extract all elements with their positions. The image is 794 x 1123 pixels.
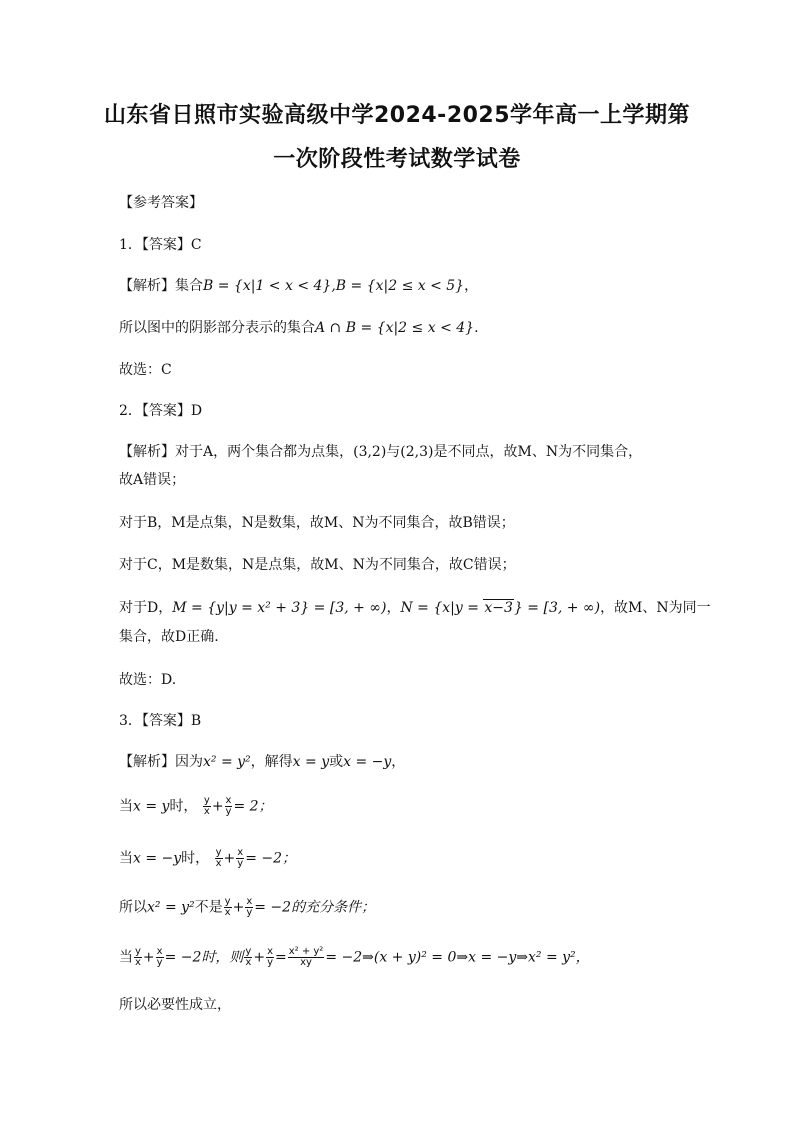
q1-analysis (119, 276, 478, 296)
q3-case1-mid: 时， (169, 798, 198, 815)
q2-d-sep: ， (386, 600, 401, 616)
fraction: $\frac{x}{y}$ (246, 896, 253, 918)
q2-option-d (119, 598, 711, 618)
fraction: $\frac{y}{x}$ (224, 896, 231, 918)
q1-answer: 1．【答案】C (119, 237, 202, 253)
fraction: $\frac{\text{x² + y²}}{xy}$ (288, 946, 324, 968)
q2-d-math-n-pre: N = {x|y = (400, 600, 484, 616)
fraction: $\frac{y}{x}$ (245, 946, 252, 968)
q3-case1-prefix: 当 (119, 798, 133, 815)
q3-analysis (119, 752, 405, 772)
q2-analysis-line2: 故A错误； (119, 472, 186, 488)
q3-nec-prefix: 当 (119, 949, 133, 966)
q3-sufficiency: 所以x² = y²不是 $\frac{y}{x}$ + $\frac{x}{y}$ = −2的充分条件； (119, 896, 376, 918)
fraction: $\frac{x}{y}$ (156, 946, 163, 968)
fraction: $\frac{x}{y}$ (225, 795, 232, 817)
q1-analysis-prefix: 【解析】集合 (119, 278, 203, 294)
q3-answer: 3．【答案】B (119, 713, 202, 729)
page-title-line2: 一次阶段性考试数学试卷 (273, 147, 521, 172)
q1-analysis-math: B = {x|1 < x < 4},B = {x|2 ≤ x < 5} (203, 278, 465, 294)
q3-necessity: 当 $\frac{y}{x}$ + $\frac{x}{y}$ = −2时，则 $\frac{y}{x}$ + $\frac{x}{y}$ = $\frac{\text{x² + y²}}{xy}$ = −2⇒(x + y)² = 0⇒x = −y⇒x² = y²， (119, 946, 590, 968)
q3-nec-chain: = −2⇒(x + y)² = 0⇒x = −y⇒x² = y²， (325, 949, 590, 966)
q3-analysis-mid: ，解得 (250, 754, 293, 770)
q2-d-math-n-post: } = [3, + ∞) (513, 600, 601, 616)
q3-analysis-math1: x² = y² (203, 754, 251, 770)
q3-analysis-math2: x = y (292, 754, 330, 770)
q1-analysis-suffix: ， (464, 278, 479, 294)
q3-suff-result: = −2的充分条件； (254, 899, 376, 916)
q3-case2: 当x = −y时， $\frac{y}{x}$ + $\frac{x}{y}$ = −2； (119, 847, 297, 869)
page-title-line1: 山东省日照市实验高级中学2024-2025学年高一上学期第 (103, 103, 691, 128)
section-header: 【参考答案】 (119, 195, 203, 211)
q1-line2-math: A ∩ B = {x|2 ≤ x < 4} (315, 320, 475, 336)
q3-conclusion: 所以必要性成立， (119, 997, 231, 1013)
fraction: $\frac{x}{y}$ (267, 946, 273, 968)
q2-option-d-line2: 集合，故D正确. (119, 629, 219, 645)
q3-suff-math: x² = y² (147, 899, 195, 916)
q2-d-math-m: M = {y|y = x² + 3} = [3, + ∞) (172, 600, 387, 616)
q2-choice: 故选：D. (119, 672, 177, 688)
q3-case2-prefix: 当 (119, 850, 133, 867)
q3-analysis-suffix: ， (391, 754, 406, 770)
q1-line2-suffix: . (474, 320, 479, 336)
q2-answer: 2．【答案】D (119, 403, 203, 419)
q3-case2-result: = −2； (245, 850, 297, 867)
q2-analysis-line1: 【解析】对于A，两个集合都为点集，(3,2)与(2,3)是不同点，故M、N为不同集合， (119, 444, 643, 460)
q1-line2-prefix: 所以图中的阴影部分表示的集合 (119, 320, 315, 336)
q3-analysis-math3: x = −y (343, 754, 392, 770)
q3-case1: 当x = y时， $\frac{y}{x}$ + $\frac{x}{y}$ = 2； (119, 795, 273, 817)
fraction: $\frac{x}{y}$ (237, 847, 244, 869)
q3-analysis-prefix: 【解析】因为 (119, 754, 203, 770)
q3-case1-math: x = y (133, 798, 170, 815)
q3-case1-result: = 2； (233, 798, 273, 815)
fraction: $\frac{y}{x}$ (135, 946, 141, 968)
fraction: $\frac{y}{x}$ (215, 847, 222, 869)
q3-suff-mid: 不是 (194, 899, 223, 916)
q2-d-suffix: ，故M、N为同一 (600, 600, 711, 616)
q1-line2 (119, 318, 479, 338)
q2-d-prefix: 对于D， (119, 600, 173, 616)
q2-d-math-n-sqrt: x−3 (484, 600, 513, 616)
q3-case2-math: x = −y (133, 850, 182, 867)
q2-option-b: 对于B，M是点集，N是数集，故M、N为不同集合，故B错误； (119, 515, 515, 531)
q3-analysis-or: 或 (329, 754, 344, 770)
q3-nec-mid1: = −2时，则 (164, 949, 244, 966)
q2-option-c: 对于C，M是数集，N是点集，故M、N为不同集合，故C错误； (119, 557, 516, 573)
q1-choice: 故选：C (119, 362, 172, 378)
fraction: $\frac{y}{x}$ (203, 795, 210, 817)
q3-suff-prefix: 所以 (119, 899, 147, 916)
q3-case2-mid: 时， (181, 850, 210, 867)
